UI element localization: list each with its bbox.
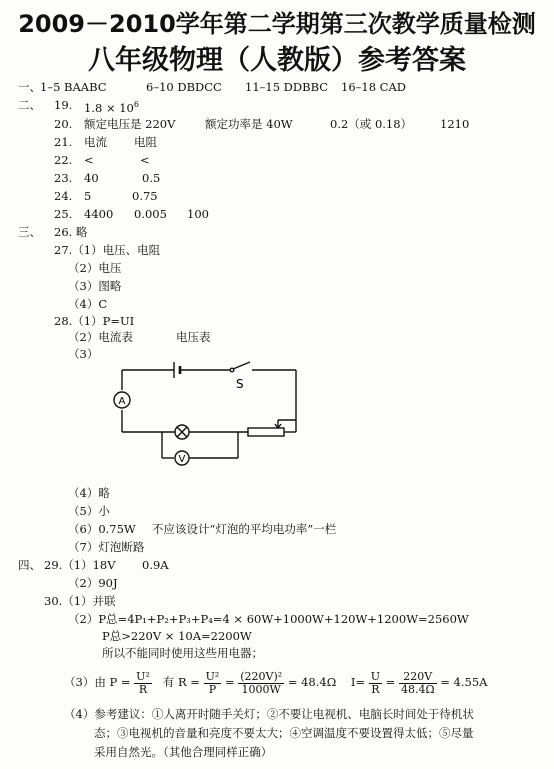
q30-3-current: I= — [350, 675, 366, 689]
q21-answer-a: 电流 — [84, 135, 107, 149]
q24-answer-a: 5 — [84, 189, 92, 203]
section-1-label: 一、 — [18, 80, 41, 94]
page-title: 2009－2010学年第二学期第三次教学质量检测 — [18, 10, 536, 38]
q30-1-answer: 30.（1）并联 — [44, 594, 116, 608]
q20-answer-c: 0.2（或 0.18） — [330, 117, 413, 131]
q23-answer-b: 0.5 — [142, 171, 161, 185]
q24-answer-b: 0.75 — [132, 189, 158, 203]
q30-4-line-2: 态；③电视机的音量和亮度不要太大；④空调温度不要设置得太低；⑤尽量 — [94, 726, 474, 740]
circuit-diagram — [100, 358, 320, 476]
q27-4-answer: （4）C — [68, 297, 108, 311]
q26-answer: 26. 略 — [54, 225, 88, 239]
q28-2-answer-b: 电压表 — [176, 330, 211, 344]
q19-exponent: 6 — [133, 100, 139, 109]
q19-number: 19. — [54, 98, 73, 112]
q30-3-equals: = — [224, 675, 235, 689]
section-2-label: 二、 — [18, 98, 41, 112]
fraction-denominator: 1000W — [241, 682, 281, 696]
q25-number: 25. — [54, 207, 73, 221]
q30-3-mid: 有 R = — [162, 675, 200, 689]
page-subtitle: 八年级物理（人教版）参考答案 — [88, 45, 466, 76]
fraction-numerator: U² — [136, 669, 150, 683]
q28-5-answer: （5）小 — [68, 504, 110, 518]
q27-3-answer: （3）图略 — [68, 279, 122, 293]
q28-6-answer-b: 不应该设计“灯泡的平均电功率”一栏 — [152, 522, 337, 536]
q20-answer-d: 1210 — [440, 117, 470, 131]
q30-3-result-i: = 4.55A — [440, 675, 488, 689]
q21-number: 21. — [54, 135, 73, 149]
q28-4-answer: （4）略 — [68, 486, 110, 500]
q20-number: 20. — [54, 117, 73, 131]
answer-1-5: 1–5 BAABC — [40, 80, 107, 94]
q30-2-line-2: P总>220V × 10A=2200W — [102, 629, 252, 643]
q22-answer-a: < — [84, 153, 94, 167]
fraction-denominator: R — [138, 682, 148, 696]
q30-3-equals-2: = — [385, 675, 396, 689]
q25-answer-b: 0.005 — [134, 207, 167, 221]
q20-answer-b: 额定功率是 40W — [205, 117, 293, 131]
fraction-numerator: U — [370, 669, 381, 683]
section-3-label: 三、 — [18, 225, 41, 239]
fraction-power — [134, 671, 152, 696]
fraction-numerator: (220V)² — [240, 669, 283, 683]
q30-4-line-1: （4）参考建议：①人离开时随手关灯；②不要让电视机、电脑长时间处于待机状 — [64, 707, 474, 721]
q30-2-line-3: 所以不能同时使用这些用电器； — [102, 646, 263, 660]
rheostat-body — [248, 428, 284, 436]
fraction-current-values — [399, 671, 437, 696]
q23-answer-a: 40 — [84, 171, 99, 185]
q19-answer — [84, 98, 139, 115]
switch-label: S — [236, 377, 244, 391]
q22-answer-b: < — [140, 153, 150, 167]
q30-3-result-r: = 48.4Ω — [287, 675, 337, 689]
fraction-values — [238, 671, 284, 696]
q29-1-answer: 29.（1）18V — [44, 558, 116, 572]
q24-number: 24. — [54, 189, 73, 203]
answer-11-15: 11–15 DDBBC — [245, 80, 329, 94]
section-4-label: 四、 — [18, 558, 41, 572]
q27-2-answer: （2）电压 — [68, 261, 122, 275]
fraction-denominator: P — [208, 682, 217, 696]
q28-3-label: （3） — [68, 347, 99, 361]
fraction-numerator: U² — [205, 669, 220, 683]
answer-16-18: 16–18 CAD — [341, 80, 406, 94]
q19-base: 1.8 × 10 — [84, 100, 134, 115]
switch-blade — [233, 362, 250, 369]
q30-4-line-3: 采用自然光。（其他合理同样正确） — [94, 745, 273, 759]
q28-2-answer-a: （2）电流表 — [68, 330, 133, 344]
q29-1-answer-b: 0.9A — [142, 558, 169, 572]
q30-3-formula — [64, 668, 487, 696]
fraction-denominator: R — [371, 682, 380, 696]
q27-1-answer: 27.（1）电压、电阻 — [54, 243, 161, 257]
q28-6-answer-a: （6）0.75W — [68, 522, 136, 536]
q22-number: 22. — [54, 153, 73, 167]
q28-1-answer: 28.（1）P=UI — [54, 314, 135, 328]
answer-6-10: 6–10 DBDCC — [146, 80, 222, 94]
voltmeter-label: V — [178, 454, 186, 465]
q25-answer-a: 4400 — [84, 207, 114, 221]
q28-7-answer: （7）灯泡断路 — [68, 540, 145, 554]
fraction-resistance — [204, 671, 222, 696]
q20-answer-a: 额定电压是 220V — [84, 117, 176, 131]
q21-answer-b: 电阻 — [134, 135, 157, 149]
ammeter-label: A — [118, 396, 126, 407]
q23-number: 23. — [54, 171, 73, 185]
q29-2-answer: （2）90J — [68, 576, 118, 590]
fraction-denominator: 48.4Ω — [400, 682, 435, 696]
fraction-current — [369, 671, 382, 696]
q25-answer-c: 100 — [187, 207, 209, 221]
q30-3-prefix: （3）由 P = — [64, 675, 131, 689]
q30-2-line-1: （2）P总=4P₁+P₂+P₃+P₄=4 × 60W+1000W+120W+1200W=2560W — [68, 612, 469, 626]
fraction-numerator: 220V — [399, 671, 437, 684]
